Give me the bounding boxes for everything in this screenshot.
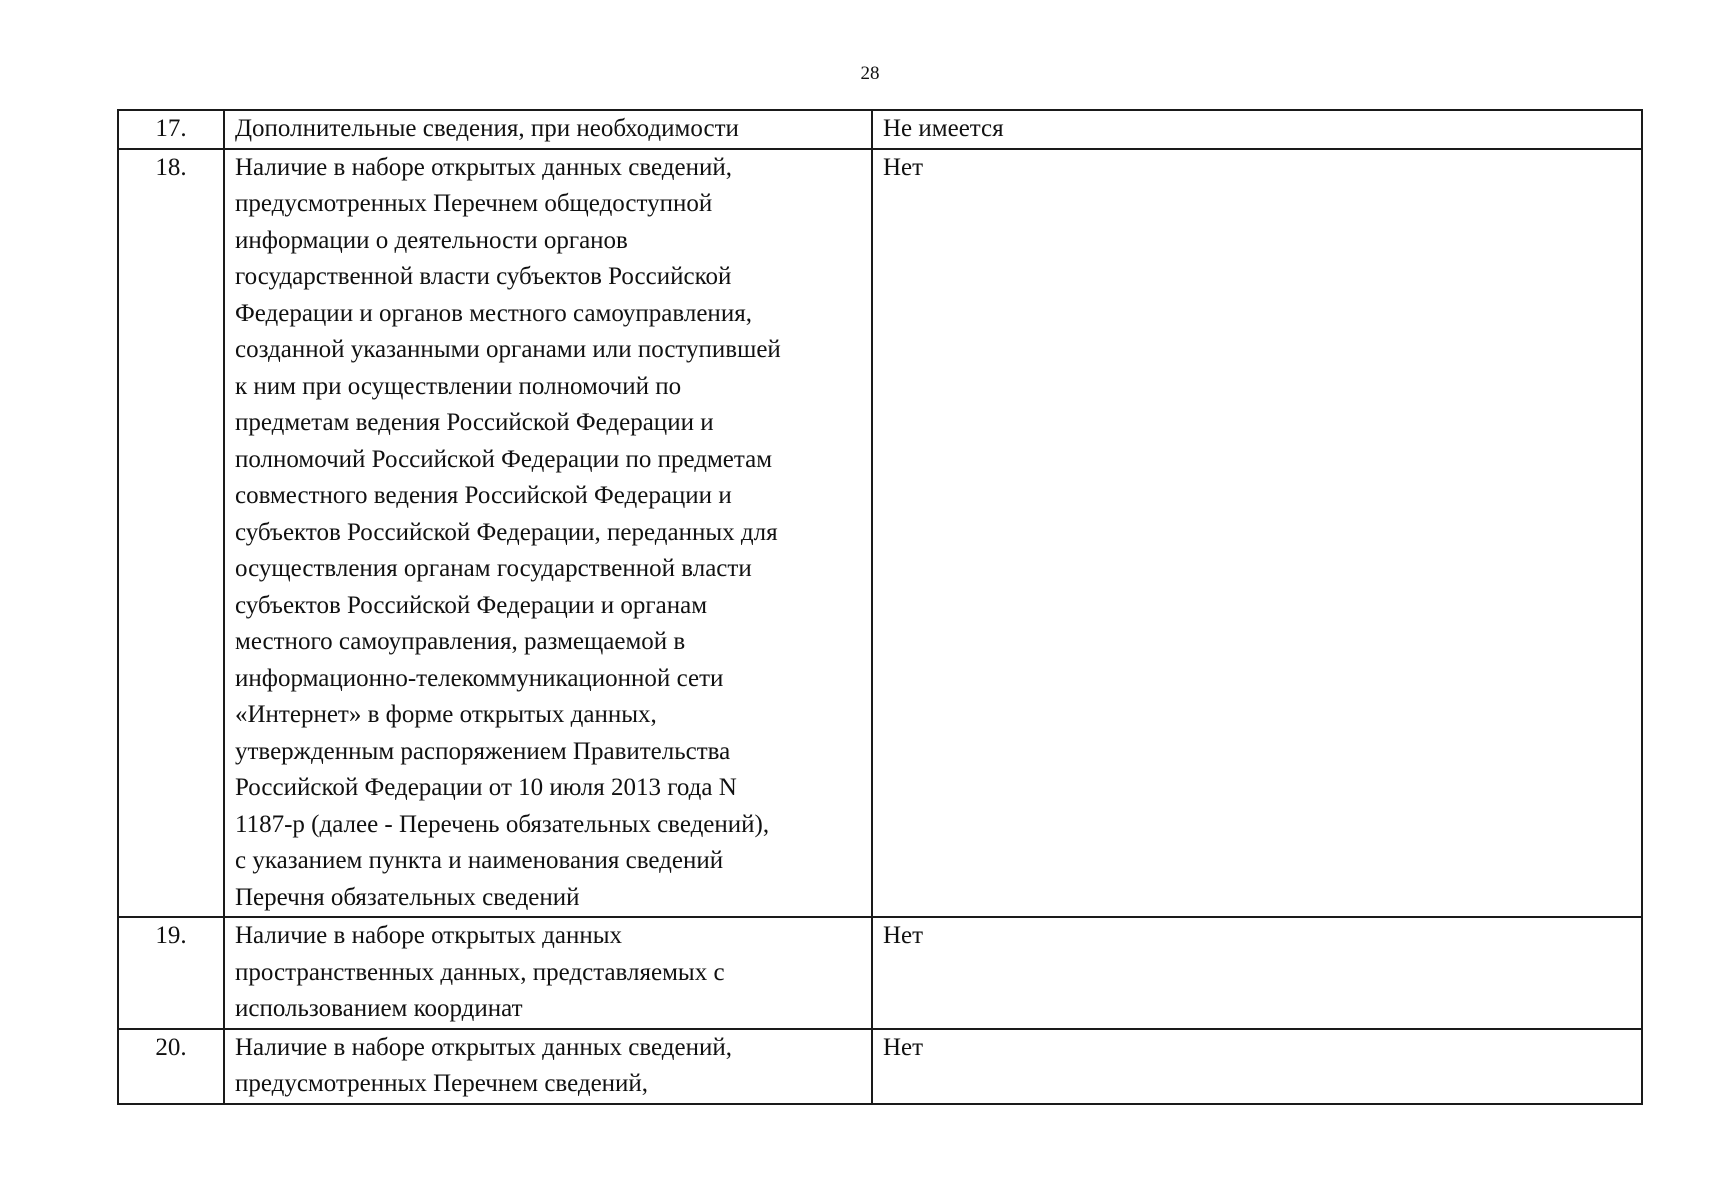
row-number: 19. [118, 917, 224, 1029]
description-line: «Интернет» в форме открытых данных, [235, 701, 657, 728]
description-line: предусмотренных Перечнем сведений, [235, 1070, 649, 1097]
description-line: использованием координат [235, 995, 523, 1022]
row-value: Нет [872, 917, 1642, 1029]
description-line: совместного ведения Российской Федерации и [235, 482, 732, 509]
description-line: Наличие в наборе открытых данных сведений, [235, 153, 732, 181]
row-value: Не имеется [872, 110, 1642, 149]
description-line: полномочий Российской Федерации по предметам [235, 445, 773, 473]
table-row [118, 1029, 1642, 1104]
row-description [224, 110, 872, 149]
description-line: субъектов Российской Федерации и органам [235, 591, 708, 619]
table-row [118, 917, 1642, 1029]
description-line: утвержденным распоряжением Правительства [235, 737, 731, 765]
description-line: Наличие в наборе открытых данных [235, 922, 622, 949]
description-line: Федерации и органов местного самоуправления, [235, 299, 752, 327]
page-number: 28 [860, 63, 880, 84]
row-number: 17. [118, 110, 224, 149]
description-line: государственной власти субъектов Российской [235, 263, 732, 290]
description-line: Наличие в наборе открытых данных сведений, [235, 1033, 732, 1061]
row-description [224, 1029, 872, 1104]
description-line: предусмотренных Перечнем общедоступной [235, 190, 713, 217]
description-line: созданной указанными органами или поступившей [235, 336, 781, 363]
description-line: Дополнительные сведения, при необходимости [235, 115, 739, 142]
row-description [224, 917, 872, 1029]
description-line: информации о деятельности органов [235, 226, 628, 254]
row-description [224, 149, 872, 918]
description-line: с указанием пункта и наименования сведений [235, 847, 724, 874]
data-table [117, 109, 1643, 1105]
description-line: предметам ведения Российской Федерации и [235, 409, 714, 436]
table-row [118, 110, 1642, 149]
row-number: 20. [118, 1029, 224, 1104]
description-line: Перечня обязательных сведений [235, 883, 580, 911]
description-line: осуществления органам государственной власти [235, 555, 752, 582]
description-line: к ним при осуществлении полномочий по [235, 372, 682, 400]
description-line: местного самоуправления, размещаемой в [235, 628, 686, 655]
row-value: Нет [872, 149, 1642, 918]
description-line: субъектов Российской Федерации, переданных для [235, 518, 778, 546]
description-line: 1187-р (далее - Перечень обязательных сведений), [235, 810, 770, 838]
description-line: информационно-телекоммуникационной сети [235, 664, 724, 692]
table-row [118, 149, 1642, 918]
description-line: Российской Федерации от 10 июля 2013 года N [235, 774, 737, 801]
description-line: пространственных данных, представляемых с [235, 958, 725, 986]
row-value: Нет [872, 1029, 1642, 1104]
row-number: 18. [118, 149, 224, 918]
